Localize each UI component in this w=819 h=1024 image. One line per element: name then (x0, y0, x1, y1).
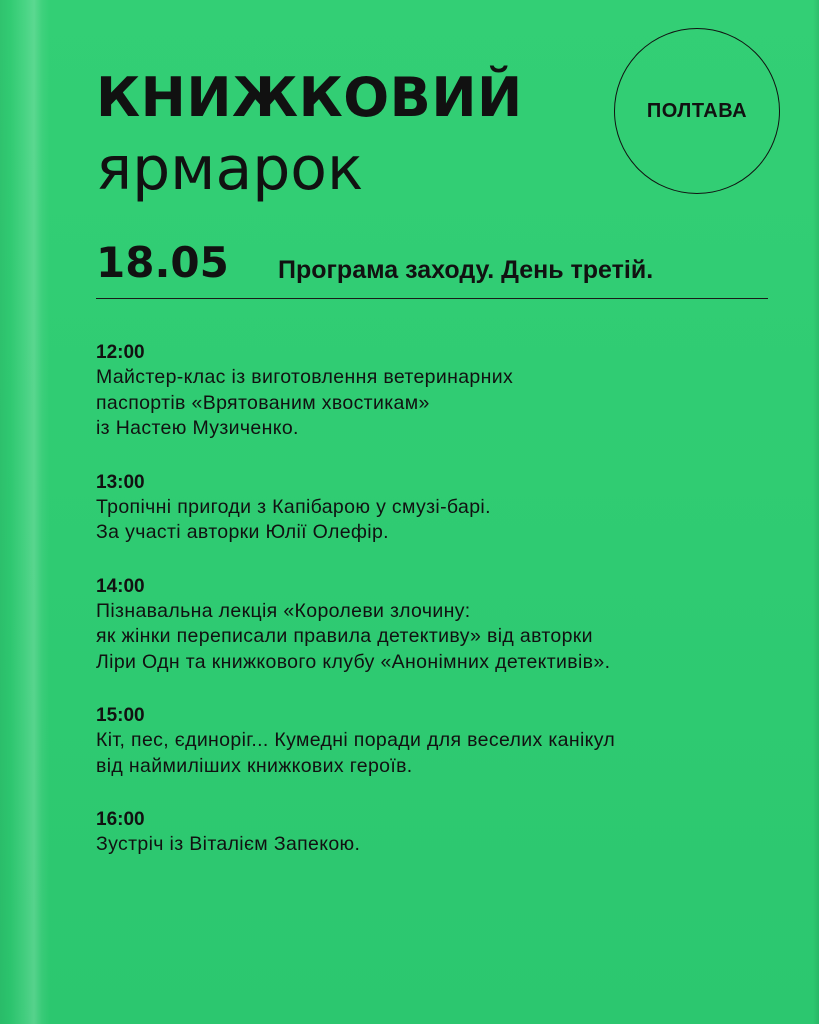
event-description-line: Тропічні пригоди з Капібарою у смузі-барі. (96, 495, 491, 518)
city-label: ПОЛТАВА (646, 99, 748, 122)
event-list (96, 340, 776, 886)
event-date: 18.05 (96, 238, 229, 287)
event-item (96, 574, 776, 676)
event-time: 15:00 (96, 705, 145, 726)
event-time: 13:00 (96, 471, 145, 493)
event-description-line: Кіт, пес, єдиноріг... Кумедні поради для веселих канікул (96, 729, 616, 751)
program-subtitle: Програма заходу. День третій. (278, 256, 654, 284)
event-description-line: Зустріч із Віталієм Запекою. (96, 833, 361, 855)
edge-shadow (813, 0, 819, 1024)
event-item (96, 470, 776, 546)
event-description-line: від наймиліших книжкових героїв. (96, 754, 413, 777)
event-time: 16:00 (96, 809, 145, 830)
event-description-line: За участі авторки Юлії Олефір. (96, 521, 389, 543)
event-description-line: Пізнавальна лекція «Королеви злочину: (96, 599, 471, 622)
event-item (96, 703, 776, 779)
title-line-light: ярмарок (96, 134, 364, 204)
event-item (96, 340, 776, 442)
event-description-line: Ліри Одн та книжкового клубу «Анонімних детективів». (96, 650, 611, 673)
event-item (96, 807, 776, 858)
event-description-line: із Настею Музиченко. (96, 417, 299, 439)
event-description-line: як жінки переписали правила детективу» від авторки (96, 625, 593, 647)
spine-shadow (0, 0, 50, 1024)
header-divider (96, 298, 768, 299)
event-time: 14:00 (96, 575, 145, 597)
event-time: 12:00 (96, 342, 145, 363)
title-line-bold: КНИЖКОВИЙ (96, 66, 523, 129)
event-description-line: Майстер-клас із виготовлення ветеринарних (96, 366, 514, 388)
city-badge (614, 28, 780, 194)
event-description-line: паспортів «Врятованим хвостикам» (96, 391, 430, 414)
